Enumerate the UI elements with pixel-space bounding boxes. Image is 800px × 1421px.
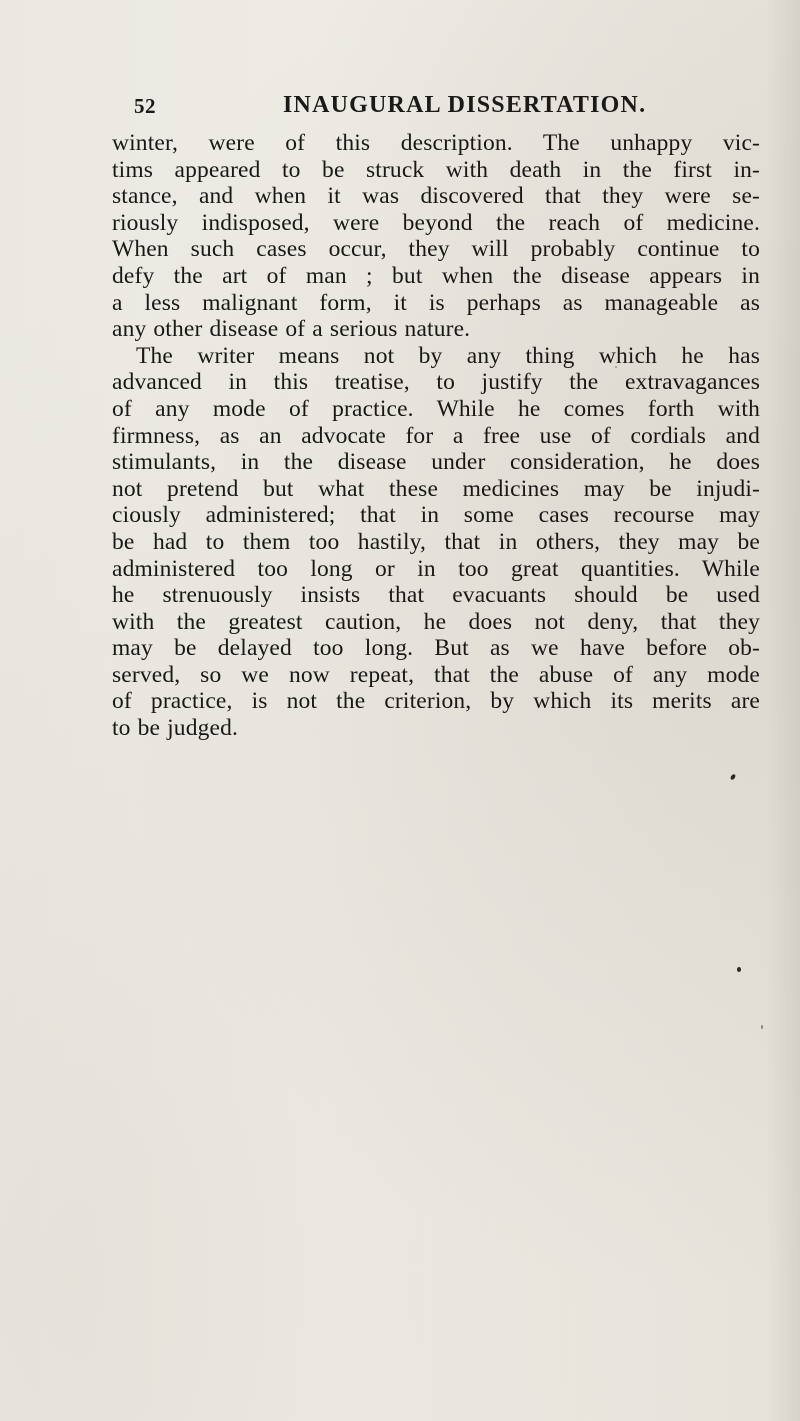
text-line: firmness, as an advocate for a free use of cordials and bbox=[112, 422, 760, 449]
text-line: be had to them too hastily, that in others, they may be bbox=[112, 528, 760, 555]
ink-speck bbox=[615, 366, 617, 368]
ink-speck bbox=[737, 967, 741, 972]
text-line: a less malignant form, it is perhaps as manageable as bbox=[112, 289, 760, 316]
text-line: stimulants, in the disease under consideration, he does bbox=[112, 449, 760, 476]
text-line: administered too long or in too great quantities. While bbox=[112, 555, 760, 582]
page-number: 52 bbox=[134, 94, 156, 118]
text-line: of practice, is not the criterion, by which its merits are bbox=[112, 688, 760, 715]
ink-speck bbox=[730, 773, 737, 780]
text-line: stance, and when it was discovered that they were se- bbox=[112, 183, 760, 210]
text-line: not pretend but what these medicines may be injudi- bbox=[112, 475, 760, 502]
text-line: defy the art of man ; but when the disease appears in bbox=[112, 262, 760, 289]
text-line: served, so we now repeat, that the abuse of any mode bbox=[112, 661, 760, 688]
text-line: ciously administered; that in some cases recourse may bbox=[112, 502, 760, 529]
text-line: tims appeared to be struck with death in the first in- bbox=[112, 156, 760, 183]
text-line: with the greatest caution, he does not deny, that they bbox=[112, 608, 760, 635]
text-line: to be judged. bbox=[112, 715, 238, 742]
text-line: he strenuously insists that evacuants should be used bbox=[112, 582, 760, 609]
text-line: When such cases occur, they will probably continue to bbox=[112, 236, 760, 263]
text-line: winter, were of this description. The unhappy vic- bbox=[112, 130, 760, 156]
text-line: of any mode of practice. While he comes forth with bbox=[112, 395, 760, 422]
paragraph-start-line: The writer means not by any thing which he has bbox=[136, 342, 760, 369]
text-line: advanced in this treatise, to justify the extravagances bbox=[112, 369, 760, 396]
page-header bbox=[0, 92, 800, 126]
text-line: riously indisposed, were beyond the reach of medicine. bbox=[112, 209, 760, 236]
ink-speck bbox=[761, 1025, 763, 1029]
running-head: INAUGURAL DISSERTATION. bbox=[283, 92, 647, 118]
page-edge-shadow bbox=[766, 0, 800, 1421]
text-line: any other disease of a serious nature. bbox=[112, 316, 471, 343]
body-text bbox=[112, 130, 760, 742]
text-line: may be delayed too long. But as we have before ob- bbox=[112, 635, 760, 662]
